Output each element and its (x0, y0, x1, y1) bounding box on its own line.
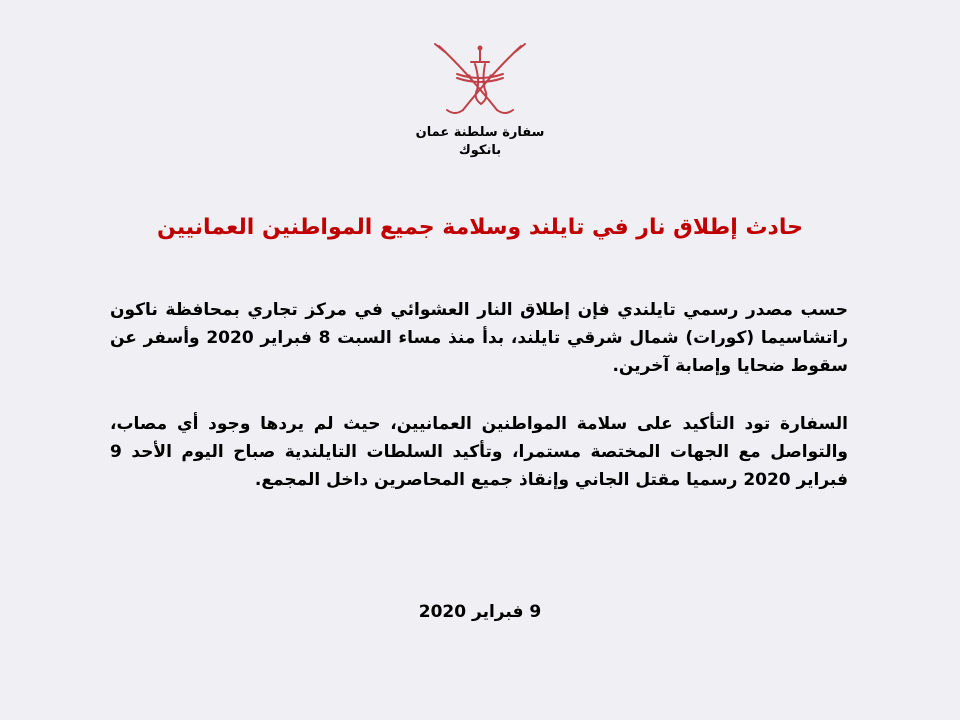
embassy-city: بانكوك (458, 143, 502, 158)
embassy-header (330, 124, 630, 160)
statement-body (110, 296, 848, 524)
embassy-name: سفارة سلطنة عمان (415, 125, 545, 140)
oman-emblem-icon (425, 40, 535, 120)
paragraph-incident: حسب مصدر رسمي تايلندي فإن إطلاق النار العشوائي في مركز تجاري بمحافظة ناكون راتشاسيما (كورات) شمال شرقي تايلند، بدأ منذ مساء السبت 8 فبراير 2020 وأسفر عن سقوط ضحايا وإصابة آخرين. (110, 300, 848, 376)
page-title: حادث إطلاق نار في تايلند وسلامة جميع المواطنين العمانيين (157, 215, 803, 240)
paragraph-citizens-safety: السفارة تود التأكيد على سلامة المواطنين العمانيين، حيث لم يردها وجود أي مصاب، والتواصل مع الجهات المختصة مستمرا، وتأكيد السلطات التايلندية صباح اليوم الأحد 9 فبراير 2020 رسميا مقتل الجاني وإنقاذ جميع المحاصرين داخل المجمع. (110, 414, 848, 490)
khanjar-swords-icon (425, 40, 535, 120)
statement-date: 9 فبراير 2020 (418, 602, 542, 622)
